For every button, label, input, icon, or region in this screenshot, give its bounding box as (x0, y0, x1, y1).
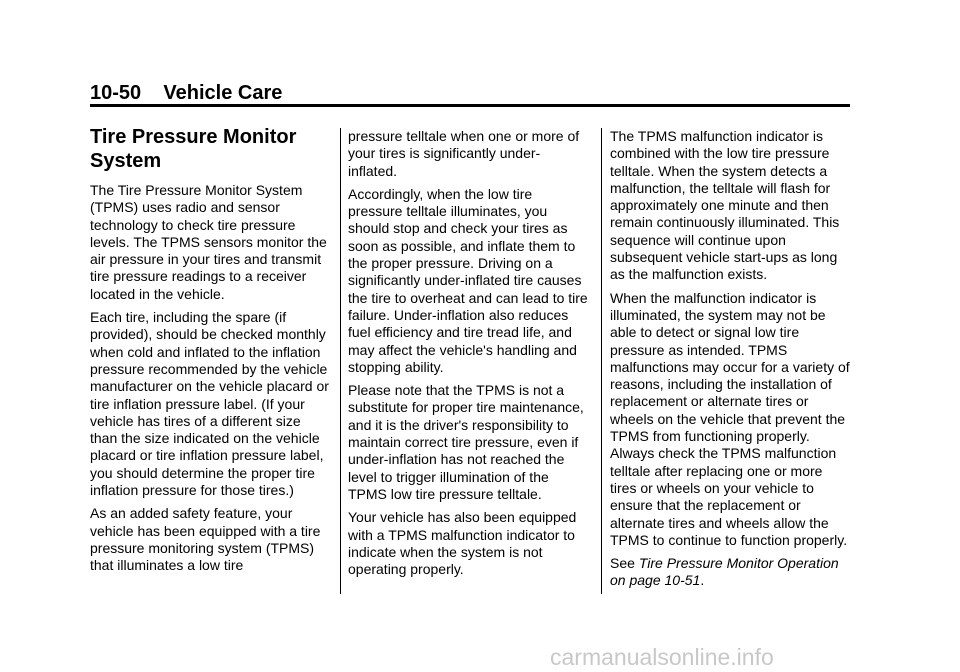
paragraph: pressure telltale when one or more of your tires is significantly under-inflated. (348, 128, 580, 179)
page-header-text (90, 80, 282, 106)
column-divider-2 (601, 128, 602, 594)
see-prefix: See (610, 555, 635, 572)
text-column-3 (610, 128, 850, 596)
see-suffix: . (700, 572, 705, 589)
paragraph: When the malfunction indicator is illuminated, the system may not be able to detect or signal low tire pressure as intended. TPMS malfunctions may occur for a variety of reasons, including the installation of replacement or alternate tires or wheels on the vehicle that prevent the TPMS from functioning properly. Always check the TPMS malfunction telltale after replacing one or more tires or wheels on your vehicle to ensure that the replacement or alternate tires and wheels allow the TPMS to continue to function properly. (610, 289, 850, 548)
column-divider-1 (340, 128, 341, 594)
paragraph: As an added safety feature, your vehicle has been equipped with a tire pressure monitoring system (TPMS) that illuminates a low tire (90, 505, 321, 574)
header-rule (90, 104, 850, 107)
text-column-2 (348, 128, 588, 584)
paragraph: The Tire Pressure Monitor System (TPMS) uses radio and sensor technology to check tire pressure levels. The TPMS sensors monitor the air pressure in your tires and transmit tire pressure readings to a receiver located in the vehicle. (90, 182, 327, 302)
page-header (90, 80, 850, 106)
paragraph: The TPMS malfunction indicator is combined with the low tire pressure telltale. When the system detects a malfunction, the telltale will flash for approximately one minute and then remain continuously illuminated. This sequence will continue upon subsequent vehicle start-ups as long as the malfunction exists. (610, 128, 840, 283)
watermark: carmanualsonline.info (550, 644, 774, 670)
text-column-1 (90, 125, 330, 581)
page-number: 10-50 (90, 82, 142, 104)
section-heading: Tire Pressure Monitor System (90, 126, 297, 172)
see-also-paragraph (610, 555, 850, 590)
section-title: Vehicle Care (163, 82, 283, 104)
paragraph: Each tire, including the spare (if provided), should be checked monthly when cold and inflated to the inflation pressure recommended by the vehicle manufacturer on the vehicle placard or tire inflation pressure label. (If your vehicle has tires of a different size than the size indicated on the vehicle placard or tire inflation pressure label, you should determine the proper tire inflation pressure for those tires.) (90, 309, 329, 499)
paragraph: Please note that the TPMS is not a substitute for proper tire maintenance, and it is the driver's responsibility to maintain correct tire pressure, even if under-inflation has not reached the level to trigger illumination of the TPMS low tire pressure telltale. (348, 382, 584, 502)
cross-reference-link[interactable]: Tire Pressure Monitor Operation on page 10-51 (610, 555, 839, 589)
paragraph: Accordingly, when the low tire pressure telltale illuminates, you should stop and check your tires as soon as possible, and inflate them to the proper pressure. Driving on a significantly under-inflated tire causes the tire to overheat and can lead to tire failure. Under-inflation also reduces fuel efficiency and tire tread life, and may affect the vehicle's handling and stopping ability. (348, 185, 588, 375)
paragraph: Your vehicle has also been equipped with a TPMS malfunction indicator to indicate when the system is not operating properly. (348, 509, 577, 578)
